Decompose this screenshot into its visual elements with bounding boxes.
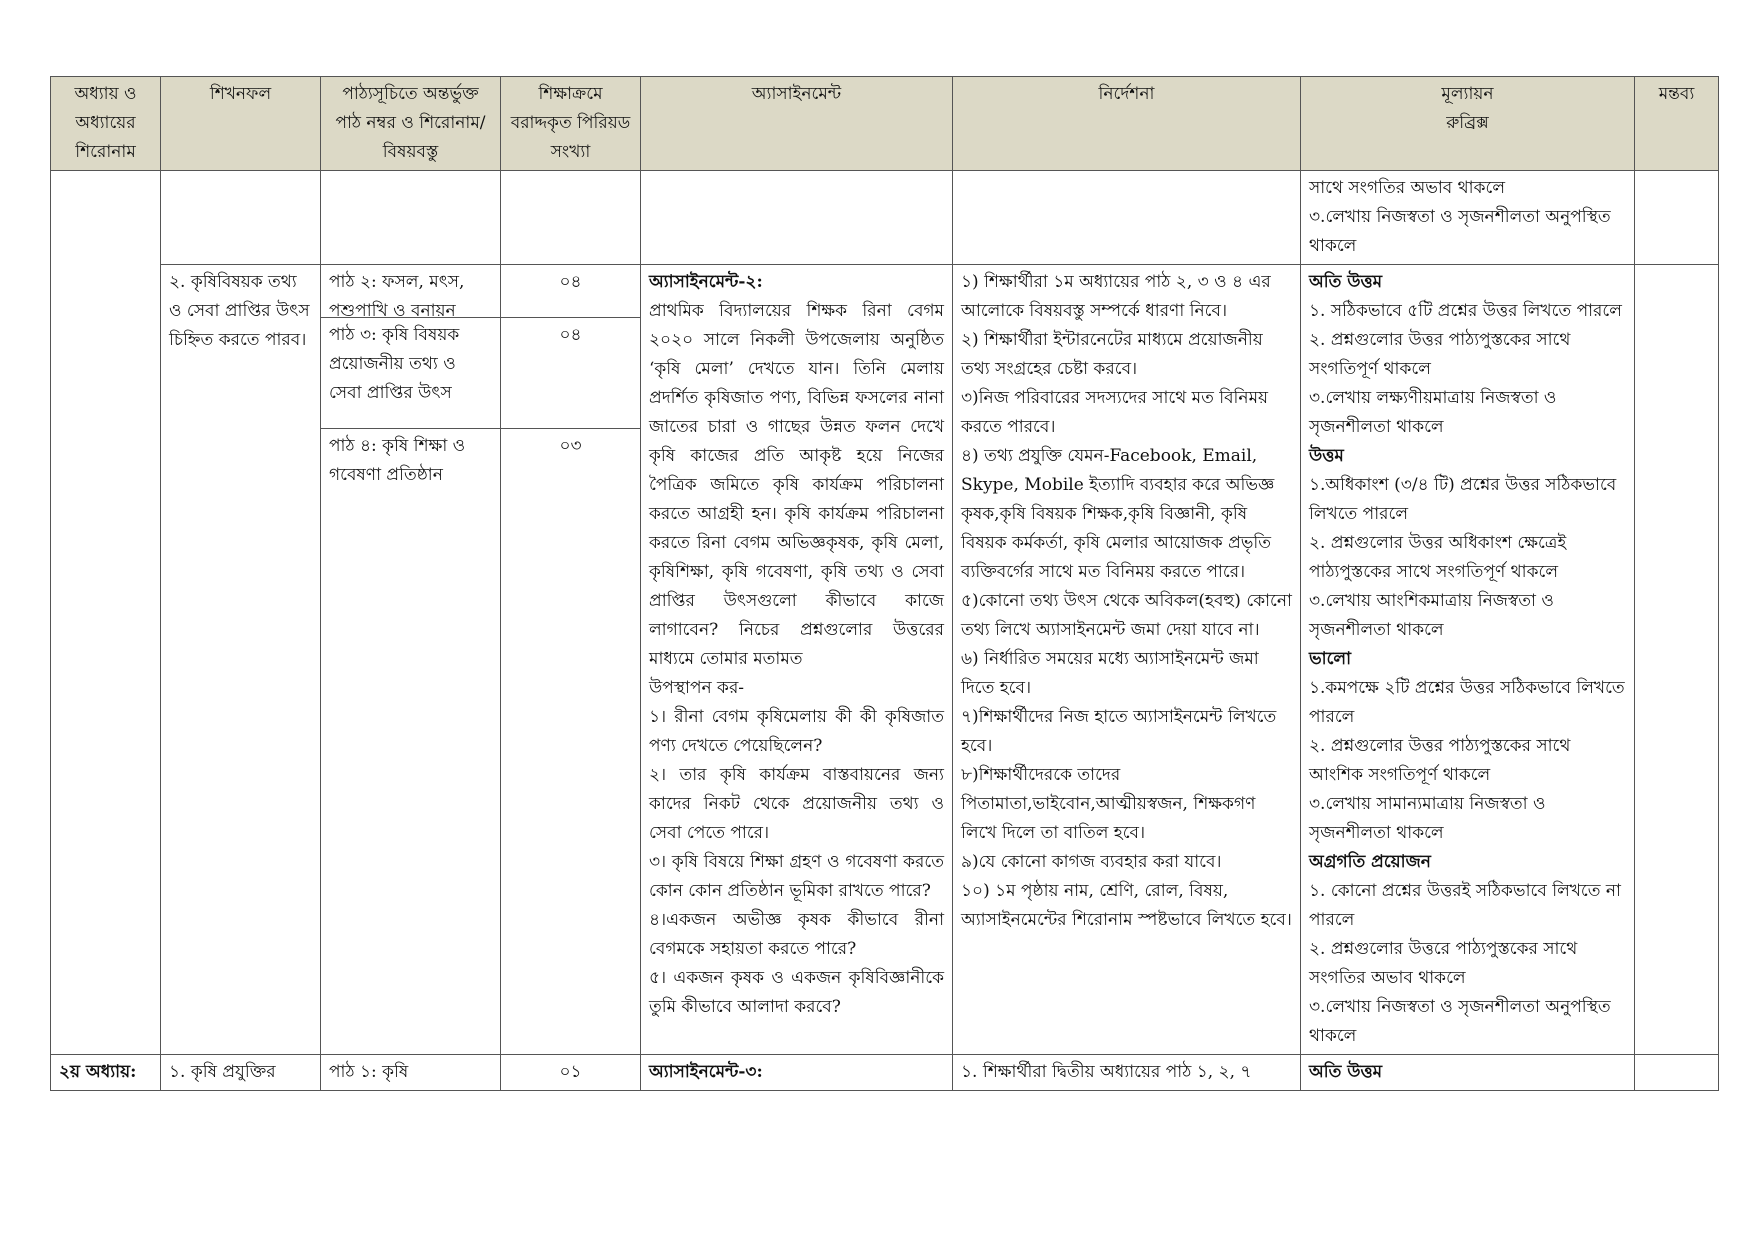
instruction-item: ৪) তথ্য প্রযুক্তি যেমন-Facebook, Email, Skype, Mobile ইত্যাদি ব্যবহার করে অভিজ্ঞ কৃষক,কৃষি বিষয়ক শিক্ষক,কৃষি বিজ্ঞানী, কৃষি বিষয়ক কর্মকর্তা, কৃষি মেলার আয়োজক প্রভৃতি ব্যক্তিবর্গের সাথে মত বিনিময় করতে পারে। — [961, 446, 1275, 582]
assignment-body: প্রাথমিক বিদ্যালয়ের শিক্ষক রিনা বেগম ২০২০ সালে নিকলী উপজেলায় অনুষ্ঠিত ‘কৃষি মেলা’ দেখতে যান। তিনি মেলায় প্রদর্শিত কৃষিজাত পণ্য, বিভিন্ন ফসলের নানা জাতের চারা ও গাছের উন্নত ফলন দেখে কৃষি কাজের প্রতি আকৃষ্ট হয়ে নিজের পৈত্রিক জমিতে কৃষি কার্যক্রম পরিচালনা করতে আগ্রহী হন। কৃষি কার্যক্রম পরিচালনা করতে রিনা বেগম অভিজ্ঞকৃষক, কৃষি মেলা, কৃষিশিক্ষা, কৃষি গবেষণা, কৃষি তথ্য ও সেবা প্রাপ্তির উৎসগুলো কীভাবে কাজে লাগাবেন? নিচের প্রশ্নগুলোর উত্তরের মাধ্যমে তোমার মতামত — [649, 301, 944, 669]
instruction-item: ৯)যে কোনো কাগজ ব্যবহার করা যাবে। — [961, 852, 1222, 872]
rubric-heading: উত্তম — [1309, 446, 1344, 466]
lesson-cell — [321, 265, 501, 1055]
header-remarks: মন্তব্য — [1635, 77, 1719, 171]
continuation-row — [51, 171, 1719, 265]
instruction-item: ২) শিক্ষার্থীরা ইন্টারনেটের মাধ্যমে প্রয়োজনীয় তথ্য সংগ্রহের চেষ্টা করবে। — [961, 330, 1263, 379]
rubric-item: ১.অধিকাংশ (৩/৪ টি) প্রশ্নের উত্তর সঠিকভাবে লিখতে পারলে — [1309, 475, 1617, 524]
question-item: ৫। একজন কৃষক ও একজন কৃষিবিজ্ঞানীকে তুমি কীভাবে আলাদা করবে? — [649, 968, 944, 1017]
remarks-cell — [1635, 171, 1719, 265]
remarks-cell — [1635, 265, 1719, 1055]
question-item: ৩। কৃষি বিষয়ে শিক্ষা গ্রহণ ও গবেষণা করতে কোন কোন প্রতিষ্ঠান ভূমিকা রাখতে পারে? — [649, 852, 944, 901]
header-evaluation-line2: রুব্রিক্স — [1446, 113, 1489, 133]
outcome-cell: ১. কৃষি প্রযুক্তির — [161, 1055, 321, 1091]
rubric-item: ১.কমপক্ষে ২টি প্রশ্নের উত্তর সঠিকভাবে লিখতে পারলে — [1309, 678, 1625, 727]
rubric-item: সাথে সংগতির অভাব থাকলে — [1309, 178, 1505, 198]
question-item: ১। রীনা বেগম কৃষিমেলায় কী কী কৃষিজাত পণ্য দেখতে পেয়েছিলেন? — [649, 707, 944, 756]
period-count: ০৪ — [501, 265, 640, 318]
rubric-item: ৩.লেখায় নিজস্বতা ও সৃজনশীলতা অনুপস্থিত থাকলে — [1309, 207, 1611, 256]
rubric-heading: অতি উত্তম — [1301, 1055, 1635, 1091]
outcome-cell-empty — [161, 171, 321, 265]
lesson-item: পাঠ ২: ফসল, মৎস, পশুপাখি ও বনায়ন — [321, 265, 500, 318]
rubric-heading: ভালো — [1309, 649, 1352, 669]
instructions-cell — [953, 265, 1301, 1055]
rubric-item: ২. প্রশ্নগুলোর উত্তর পাঠ্যপুস্তকের সাথে সংগতিপূর্ণ থাকলে — [1309, 330, 1571, 379]
question-item: ৪।একজন অভীজ্ঞ কৃষক কীভাবে রীনা বেগমকে সহায়তা করতে পারে? — [649, 910, 944, 959]
next-row — [51, 1055, 1719, 1091]
rubric-cell — [1301, 265, 1635, 1055]
header-assignment: অ্যাসাইনমেন্ট — [641, 77, 953, 171]
rubric-cell-continued — [1301, 171, 1635, 265]
question-item: ২। তার কৃষি কার্যক্রম বাস্তবায়নের জন্য কাদের নিকট থেকে প্রয়োজনীয় তথ্য ও সেবা পেতে পারে। — [649, 765, 944, 843]
header-chapter: অধ্যায় ও অধ্যায়ের শিরোনাম — [51, 77, 161, 171]
header-periods: শিক্ষাক্রমে বরাদ্দকৃত পিরিয়ড সংখ্যা — [501, 77, 641, 171]
instruction-item: ৮)শিক্ষার্থীদেরকে তাদের পিতামাতা,ভাইবোন,আত্মীয়স্বজন, শিক্ষকগণ লিখে দিলে তা বাতিল হবে। — [961, 765, 1256, 843]
periods-cell: ০১ — [501, 1055, 641, 1091]
periods-cell-empty — [501, 171, 641, 265]
instruction-item: ৬) নির্ধারিত সময়ের মধ্যে অ্যাসাইনমেন্ট জমা দিতে হবে। — [961, 649, 1259, 698]
instruction-item: ১০) ১ম পৃষ্ঠায় নাম, শ্রেণি, রোল, বিষয়, অ্যাসাইনমেন্টের শিরোনাম স্পষ্টভাবে লিখতে হবে। — [961, 881, 1292, 930]
rubric-item: ২. প্রশ্নগুলোর উত্তর পাঠ্যপুস্তকের সাথে আংশিক সংগতিপূর্ণ থাকলে — [1309, 736, 1571, 785]
rubric-item: ১. সঠিকভাবে ৫টি প্রশ্নের উত্তর লিখতে পারলে — [1309, 301, 1622, 321]
header-evaluation — [1301, 77, 1635, 171]
lesson-cell: পাঠ ১: কৃষি — [321, 1055, 501, 1091]
main-row — [51, 265, 1719, 1055]
assignment-prompt: উপস্থাপন কর- — [649, 678, 745, 698]
periods-cell — [501, 265, 641, 1055]
instructions-cell: ১. শিক্ষার্থীরা দ্বিতীয় অধ্যায়ের পাঠ ১, ২, ৭ — [953, 1055, 1301, 1091]
instruction-item: ৫)কোনো তথ্য উৎস থেকে অবিকল(হবহু) কোনো তথ্য লিখে অ্যাসাইনমেন্ট জমা দেয়া যাবে না। — [961, 591, 1292, 640]
rubric-heading: অগ্রগতি প্রয়োজন — [1309, 852, 1431, 872]
remarks-cell — [1635, 1055, 1719, 1091]
outcome-cell: ২. কৃষিবিষয়ক তথ্য ও সেবা প্রাপ্তির উৎস চিহ্নিত করতে পারব। — [161, 265, 321, 1055]
lesson-item: পাঠ ৩: কৃষি বিষয়ক প্রয়োজনীয় তথ্য ও সেবা প্রাপ্তির উৎস — [321, 318, 500, 429]
assignment-cell-empty — [641, 171, 953, 265]
rubric-item: ৩.লেখায় নিজস্বতা ও সৃজনশীলতা অনুপস্থিত থাকলে — [1309, 997, 1611, 1046]
header-lesson: পাঠ্যসূচিতে অন্তর্ভুক্ত পাঠ নম্বর ও শিরোনাম/বিষয়বস্তু — [321, 77, 501, 171]
rubric-item: ৩.লেখায় লক্ষ্যণীয়মাত্রায় নিজস্বতা ও সৃজনশীলতা থাকলে — [1309, 388, 1557, 437]
assignment-cell — [641, 265, 953, 1055]
instruction-item: ৭)শিক্ষার্থীদের নিজ হাতে অ্যাসাইনমেন্ট লিখতে হবে। — [961, 707, 1277, 756]
rubric-item: ৩.লেখায় সামান্যমাত্রায় নিজস্বতা ও সৃজনশীলতা থাকলে — [1309, 794, 1546, 843]
assignment-title: অ্যাসাইনমেন্ট-৩: — [641, 1055, 953, 1091]
rubric-item: ৩.লেখায় আংশিকমাত্রায় নিজস্বতা ও সৃজনশীলতা থাকলে — [1309, 591, 1554, 640]
instruction-item: ৩)নিজ পরিবারের সদস্যদের সাথে মত বিনিময় করতে পারবে। — [961, 388, 1269, 437]
assignment-title: অ্যাসাইনমেন্ট-২: — [649, 272, 763, 292]
header-row — [51, 77, 1719, 171]
period-count: ০৩ — [559, 436, 582, 456]
rubric-item: ২. প্রশ্নগুলোর উত্তর অধিকাংশ ক্ষেত্রেই পাঠ্যপুস্তকের সাথে সংগতিপূর্ণ থাকলে — [1309, 533, 1567, 582]
chapter-cell: ২য় অধ্যায়: — [51, 1055, 161, 1091]
period-count: ০৪ — [501, 318, 640, 429]
instructions-cell-empty — [953, 171, 1301, 265]
assignment-table-sheet — [50, 76, 1718, 1091]
chapter-cell-continued — [51, 171, 161, 1055]
instruction-item: ১) শিক্ষার্থীরা ১ম অধ্যায়ের পাঠ ২, ৩ ও ৪ এর আলোকে বিষয়বস্তু সম্পর্কে ধারণা নিবে। — [961, 272, 1271, 321]
header-evaluation-line1: মূল্যায়ন — [1441, 84, 1494, 104]
rubric-item: ২. প্রশ্নগুলোর উত্তরে পাঠ্যপুস্তকের সাথে সংগতির অভাব থাকলে — [1309, 939, 1578, 988]
header-instructions: নির্দেশনা — [953, 77, 1301, 171]
assignment-table — [50, 76, 1719, 1091]
rubric-heading: অতি উত্তম — [1309, 272, 1383, 292]
lesson-cell-empty — [321, 171, 501, 265]
lesson-item: পাঠ ৪: কৃষি শিক্ষা ও গবেষণা প্রতিষ্ঠান — [329, 436, 466, 485]
header-outcome: শিখনফল — [161, 77, 321, 171]
rubric-item: ১. কোনো প্রশ্নের উত্তরই সঠিকভাবে লিখতে না পারলে — [1309, 881, 1621, 930]
